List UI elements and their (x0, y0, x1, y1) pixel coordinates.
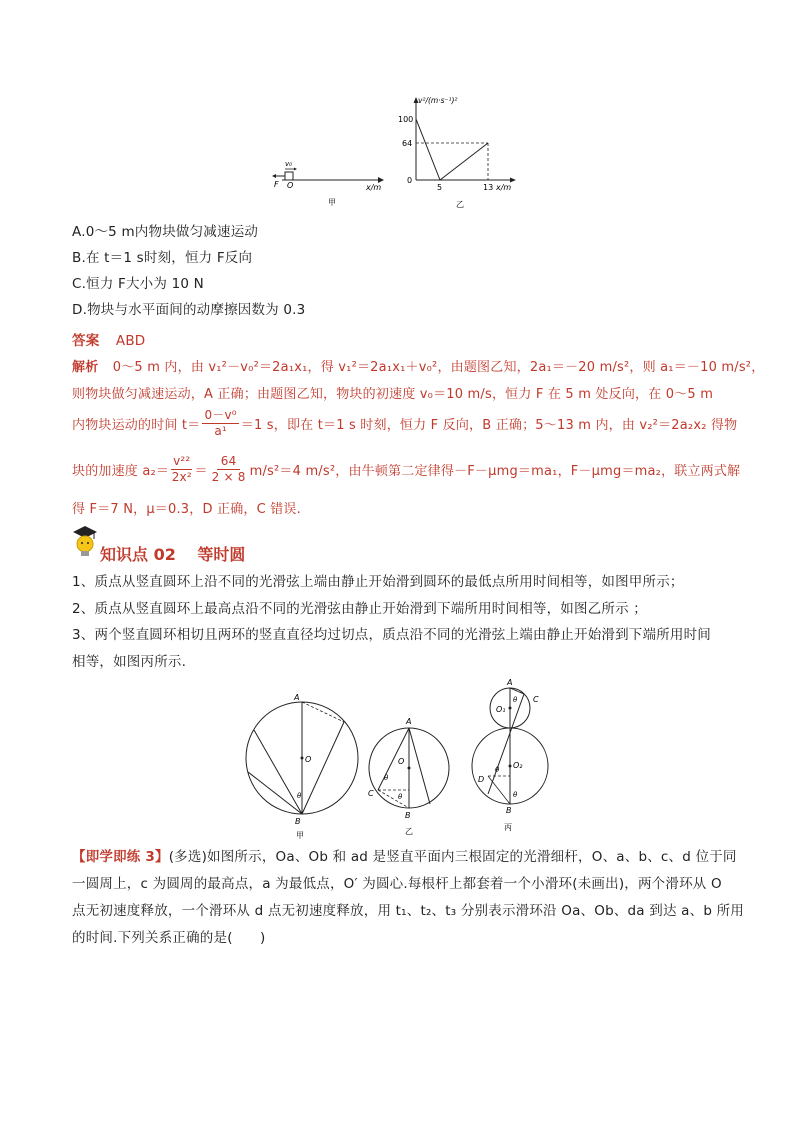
svg-text:甲: 甲 (296, 831, 304, 840)
option-a: A.0～5 m内物块做匀减速运动 (72, 224, 259, 240)
svg-text:O: O (305, 755, 312, 764)
svg-text:O₂: O₂ (513, 761, 523, 770)
svg-text:B: B (506, 806, 512, 815)
fraction-value: 64 2 × 8 (211, 454, 246, 484)
exercise-line-2: 一圆周上，c 为圆周的最高点，a 为最低点，O′ 为圆心.每根杆上都套着一个小滑环(未画出)，两个滑环从 O (72, 876, 722, 892)
label-O: O (287, 181, 294, 190)
tick-100: 100 (398, 115, 414, 124)
knowledge-point-2: 2、质点从竖直圆环上最高点沿不同的光滑弦由静止开始滑到下端所用时间相等，如图乙所示 ； (72, 601, 647, 617)
exercise-line-4: 的时间.下列关系正确的是( ) (72, 930, 266, 946)
svg-text:D: D (478, 775, 485, 784)
label-x-axis-yi: x/m (496, 183, 512, 192)
caption-yi: 乙 (456, 200, 464, 209)
answer-row (72, 329, 145, 349)
svg-text:θ: θ (495, 766, 500, 774)
circle-yi (368, 717, 449, 836)
figure-jia (270, 155, 390, 210)
svg-text:A: A (406, 717, 412, 726)
option-d: D.物块与水平面间的动摩擦因数为 0.3 (72, 302, 306, 318)
block-icon (285, 172, 293, 180)
svg-text:丙: 丙 (504, 823, 512, 832)
svg-text:C: C (533, 695, 539, 704)
svg-text:O: O (398, 757, 405, 766)
knowledge-point-3b: 相等，如图丙所示. (72, 654, 187, 670)
figure-yi (388, 95, 528, 210)
tick-5: 5 (437, 183, 443, 192)
circle-jia (246, 693, 358, 840)
fraction-time: 0－v⁰ a¹ (204, 408, 237, 438)
svg-text:θ: θ (398, 793, 403, 801)
solution-line-5: 得 F＝7 N，μ＝0.3，D 正确，C 错误. (72, 502, 301, 517)
answer-label: 答案 (72, 333, 100, 349)
svg-text:O₁: O₁ (496, 705, 506, 714)
tick-64: 64 (402, 139, 413, 148)
knowledge-point-1: 1、质点从竖直圆环上沿不同的光滑弦上端由静止开始滑到圆环的最低点所用时间相等，如图甲所示； (72, 574, 684, 590)
label-y-axis: v²/(m·s⁻¹)² (418, 96, 458, 105)
label-F: F (274, 180, 279, 189)
svg-text:θ: θ (513, 791, 518, 799)
tick-13: 13 (483, 183, 494, 192)
svg-text:乙: 乙 (405, 827, 413, 836)
svg-text:B: B (405, 811, 411, 820)
exercise-line-3: 点无初速度释放，一个滑环从 d 点无初速度释放，用 t₁、t₂、t₃ 分别表示滑环沿 Oa、Ob、da 到达 a、b 所用 (72, 903, 744, 919)
tick-0: 0 (407, 176, 413, 185)
fraction-accel: v²² 2x² (171, 454, 192, 484)
svg-text:θ: θ (384, 774, 389, 782)
label-x-axis: x/m (366, 183, 382, 192)
exercise-line-1: 【即学即练 3】(多选)如图所示，Oa、Ob 和 ad 是竖直平面内三根固定的光滑细杆，O、a、b、c、d 位于同 (72, 849, 737, 865)
svg-text:θ: θ (297, 792, 302, 800)
circle-figures (240, 672, 560, 842)
svg-text:A: A (294, 693, 300, 702)
answer-value: ABD (115, 333, 146, 349)
solution-label: 解析 (72, 360, 99, 375)
svg-text:B: B (295, 817, 301, 826)
solution-line-4: 块的加速度 a₂＝ v²² 2x² ＝ 64 2 × 8 m/s²＝4 m/s²，由牛顿第二定律得－F－μmg＝ma₁，F－μmg＝ma₂，联立两式解 (72, 454, 741, 484)
svg-text:θ: θ (513, 696, 518, 704)
option-c: C.恒力 F大小为 10 N (72, 276, 204, 292)
knowledge-title: 知识点 02 等时圆 (100, 545, 246, 564)
solution-line-3: 内物块运动的时间 t＝ 0－v⁰ a¹ ＝1 s，即在 t＝1 s 时刻，恒力 F 反向，B 正确；5～13 m 内，由 v₂²＝2a₂x₂ 得物 (72, 408, 738, 438)
solution-line-2: 则物块做匀减速运动，A 正确；由题图乙知，物块的初速度 v₀＝10 m/s，恒力 F 在 5 m 处反向，在 0～5 m (72, 387, 714, 402)
circle-bing (472, 678, 548, 832)
solution-line-1: 解析 0～5 m 内，由 v₁²－v₀²＝2a₁x₁，得 v₁²＝2a₁x₁＋v₀²，由题图乙知，2a₁＝－20 m/s²，则 a₁＝－10 m/s²， (72, 360, 765, 375)
graduate-bulb-icon (70, 524, 100, 560)
label-v0: v₀ (285, 160, 292, 168)
knowledge-point-3a: 3、两个竖直圆环相切且两环的竖直直径均过切点，质点沿不同的光滑弦上端由静止开始滑到下端所用时间 (72, 627, 711, 643)
option-b: B.在 t＝1 s时刻，恒力 F反向 (72, 250, 253, 266)
caption-jia: 甲 (328, 198, 336, 207)
svg-text:A: A (507, 678, 513, 687)
svg-text:C: C (368, 789, 374, 798)
exercise-tag: 【即学即练 3】 (72, 849, 169, 865)
